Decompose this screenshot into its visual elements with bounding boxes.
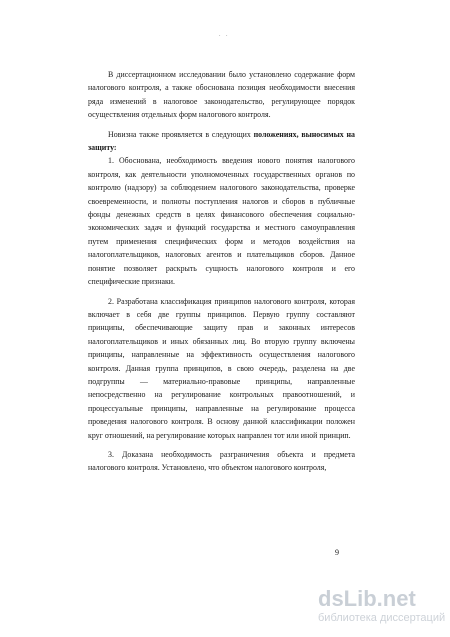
watermark — [318, 588, 446, 624]
body-text — [88, 68, 355, 475]
paragraph-intro: В диссертационном исследовании было установлено содержание форм налогового контроля, а также обоснована позиция необходимости внесения ряда изменений в налоговое законодательство, регулирующее порядок осуществления отдельных форм налогового контроля. — [88, 70, 355, 120]
paragraph-point-1: 1. Обоснована, необходимость введения нового понятия налогового контроля, как деятельности уполномоченных государственных органов по контролю (надзору) за соблюдением налогового законодательства, проверке своевременности, и полноты поступления налогов и сборов в публичные фонды денежных средств в целях финансового обеспечения социально-экономических задач и функций государства и местного самоуправления путем применения специфических форм и методов воздействия на налогоплательщиков, налоговых агентов и плательщиков сборов. Данное понятие позволяет раскрыть сущность налогового контроля и его специфические признаки. — [88, 156, 355, 287]
watermark-subtitle: библиотека диссертаций — [318, 612, 446, 624]
page-number: 9 — [335, 548, 339, 557]
header-mark: . . — [219, 32, 230, 38]
watermark-logo: dsLib.net — [318, 586, 416, 611]
novelty-text: Новизна также проявляется в следующих — [108, 129, 254, 139]
paragraph-point-2: 2. Разработана классификация принципов налогового контроля, которая включает в себя две группы принципов. Первую группу составляют принципы, обеспечивающие защиту прав и законных интересов налогоплательщиков и иных обязанных лиц. Во вторую группу включены принципы, направленные на эффективность осуществления налогового контроля. Данная группа принципов, в свою очередь, разделена на две подгруппы — материально-правовые принципы, направленные непосредственно на регулирование контрольных правоотношений, и процессуальные принципы, направленные на регулирование процесса проведения налогового контроля. В основу данной классификации положен круг отношений, на регулирование которых направлен тот или иной принцип. — [88, 296, 355, 440]
paragraph-point-3: 3. Доказана необходимость разграничения объекта и предмета налогового контроля. Установлено, что объектом налогового контроля, — [88, 449, 355, 473]
paragraph-novelty — [88, 128, 355, 155]
novelty-bold: положениях, выносимых на защиту: — [88, 129, 356, 153]
